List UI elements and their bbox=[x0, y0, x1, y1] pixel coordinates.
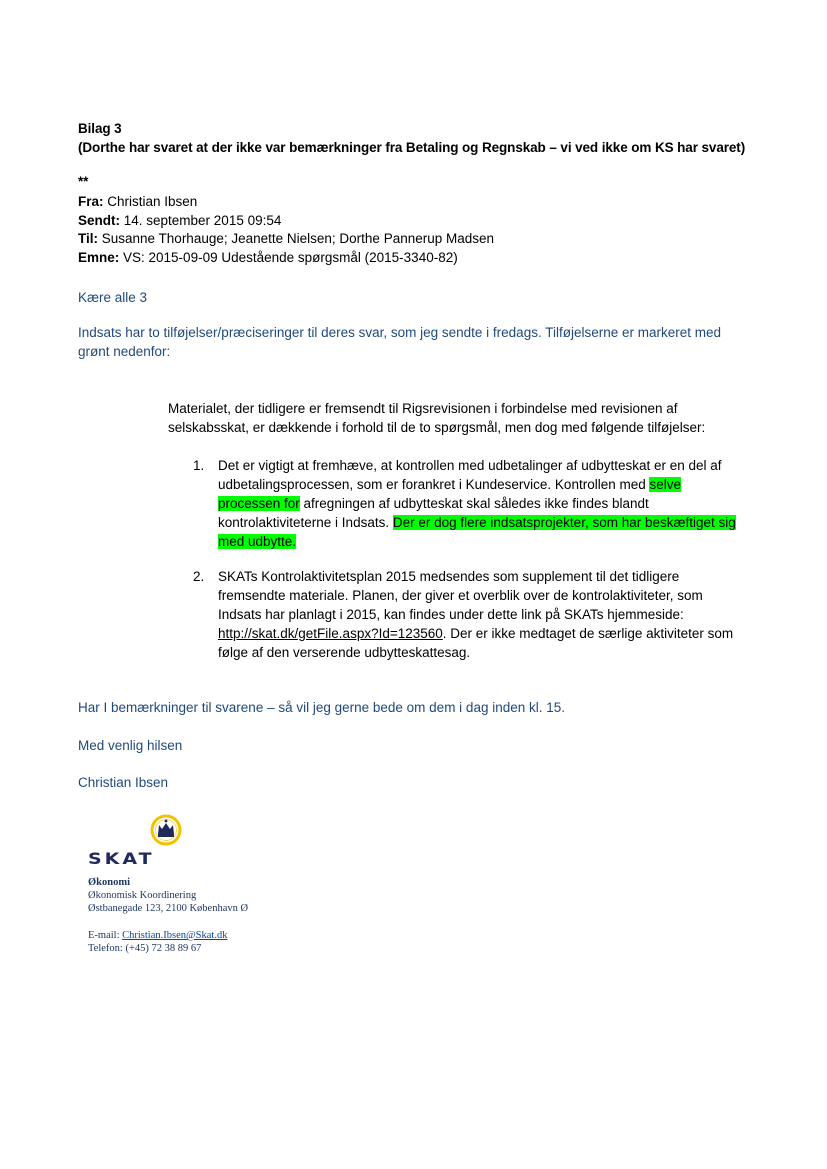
signature-unit: Økonomisk Koordinering bbox=[88, 890, 197, 901]
from-line: Fra: Christian Ibsen bbox=[78, 194, 198, 209]
signature-email-link[interactable]: Christian.Ibsen@Skat.dk bbox=[122, 930, 228, 941]
to-line: Til: Susanne Thorhauge; Jeanette Nielsen; Dorthe Pannerup Madsen bbox=[78, 231, 495, 246]
closing: Med venlig hilsen bbox=[78, 738, 183, 753]
highlight-indsatsprojekter: Der er dog flere indsatsprojekter, som har beskæftiget sig med udbytte. bbox=[218, 515, 736, 549]
item-1-text: Det er vigtigt at fremhæve, at kontrollen med udbetalinger af udbytteskat er en del af udbetalingsprocessen, som er forankret i Kundeservice. Kontrollen med selve processen for afregningen af udbytteskat skal således ikke findes blandt kontrolaktiviteterne i Indsats. Der er dog flere indsatsprojekter, som har beskæftiget sig med udbytte. bbox=[218, 458, 736, 549]
bilag-title: Bilag 3 bbox=[78, 121, 122, 136]
highlight-selve-processen: selve processen for bbox=[218, 477, 681, 511]
item-2-text: SKATs Kontrolaktivitetsplan 2015 medsendes som supplement til det tidligere fremsendte materiale. Planen, der giver et overblik over de kontrolaktiviteter, som Indsats har planlagt i 2015, kan findes under dette link på SKATs hjemmeside: http://skat.dk/getFile.aspx?Id=123560. Der er ikke medtaget de særlige aktiviteter som følge af den verserende udbytteskattesag. bbox=[218, 569, 734, 660]
quote-intro: Materialet, der tidligere er fremsendt til Rigsrevisionen i forbindelse med revisionen af selskabsskat, er dækkende i forhold til de to spørgsmål, men dog med følgende tilføjelser: bbox=[168, 401, 706, 435]
skat-plan-link[interactable]: http://skat.dk/getFile.aspx?Id=123560 bbox=[218, 626, 443, 641]
signature-email-line: E-mail: Christian.Ibsen@Skat.dk bbox=[88, 930, 228, 941]
greeting: Kære alle 3 bbox=[78, 290, 148, 305]
bilag-subtitle: (Dorthe har svaret at der ikke var bemærkninger fra Betaling og Regnskab – vi ved ikke om KS har svaret) bbox=[78, 140, 746, 155]
item-2-number: 2. bbox=[193, 569, 205, 584]
separator-stars: ** bbox=[78, 174, 89, 189]
sender-name: Christian Ibsen bbox=[78, 775, 169, 790]
signature-block bbox=[88, 876, 248, 955]
sent-line: Sendt: 14. september 2015 09:54 bbox=[78, 212, 282, 228]
item-1-number: 1. bbox=[193, 458, 205, 473]
signature-dept: Økonomi bbox=[88, 877, 131, 888]
intro-paragraph: Indsats har to tilføjelser/præciseringer til deres svar, som jeg sendte i fredags. Tilføjelserne er markeret med grønt nedenfor: bbox=[78, 325, 722, 359]
question: Har I bemærkninger til svarene – så vil jeg gerne bede om dem i dag inden kl. 15. bbox=[78, 700, 566, 715]
email-header bbox=[78, 193, 494, 267]
subject-line: Emne: VS: 2015-09-09 Udestående spørgsmål (2015-3340-82) bbox=[78, 249, 458, 265]
skat-logo bbox=[86, 812, 186, 872]
logo-wordmark: SKAT bbox=[88, 849, 155, 869]
signature-address: Østbanegade 123, 2100 København Ø bbox=[88, 903, 249, 914]
signature-phone: Telefon: (+45) 72 38 89 67 bbox=[88, 943, 202, 954]
